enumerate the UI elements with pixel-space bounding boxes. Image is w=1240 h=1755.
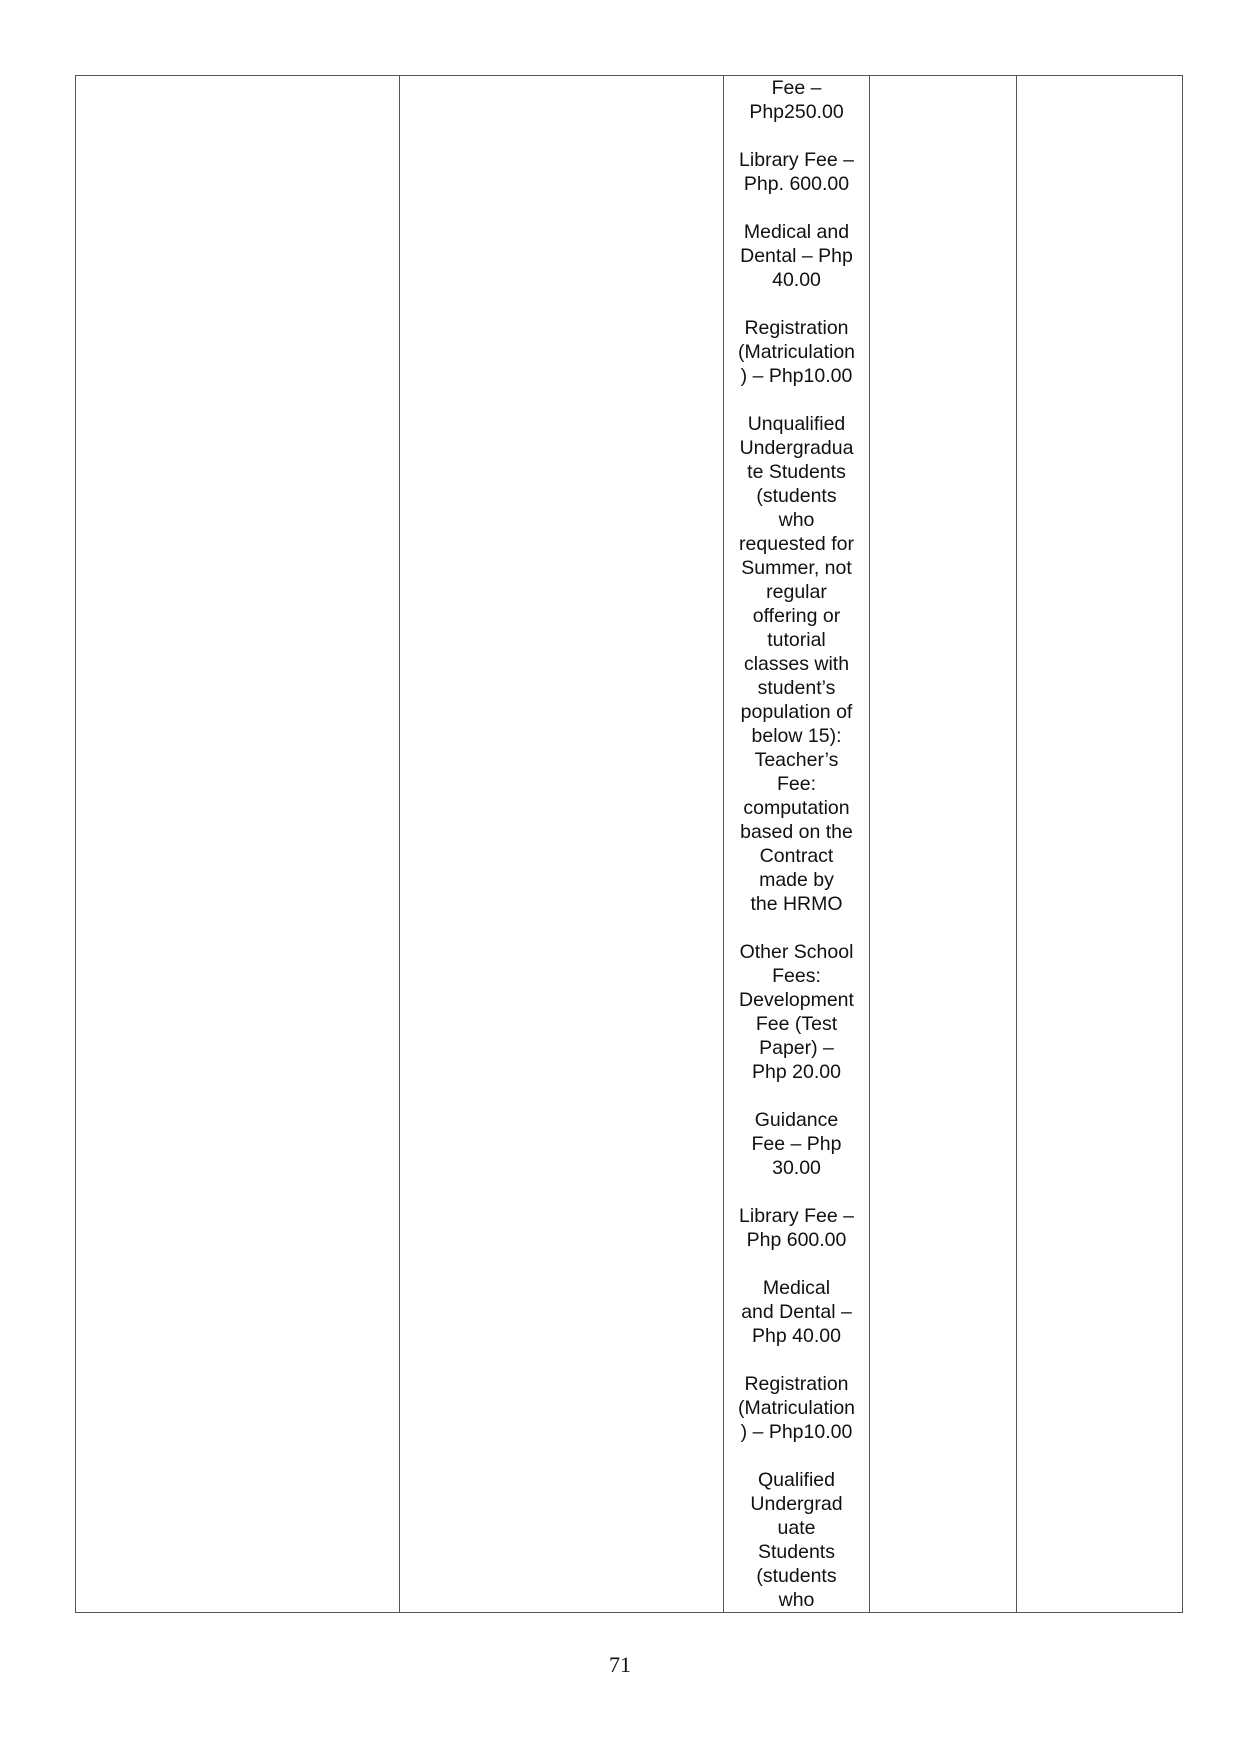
paragraph-gap: [726, 1084, 867, 1108]
fee-line: (students: [756, 1565, 837, 1587]
table-cell-empty-2: [400, 76, 724, 1613]
paragraph-gap: [726, 124, 867, 148]
table-cell-empty-5: [1017, 76, 1183, 1613]
fee-line: Students: [758, 1541, 835, 1563]
fee-line: Library Fee –: [739, 1205, 854, 1227]
fee-line: who: [778, 509, 815, 531]
fee-line: Medical and: [743, 221, 850, 243]
fee-line: Library Fee –: [739, 149, 854, 171]
fee-line: classes with: [743, 653, 850, 675]
fee-line: (Matriculation: [737, 1397, 856, 1419]
table-cell-empty-1: [76, 76, 400, 1613]
paragraph-gap: [726, 1444, 867, 1468]
fees-cell: [724, 76, 870, 1613]
fee-line: Fee:: [776, 773, 817, 795]
fee-line: Summer, not: [741, 557, 852, 579]
fee-line: Registration: [744, 1373, 849, 1395]
fee-line: 40.00: [772, 269, 821, 291]
fee-line: ) – Php10.00: [740, 1421, 853, 1443]
fee-line: student’s: [757, 677, 836, 699]
fee-line: Development: [739, 989, 854, 1011]
fee-line: Fees:: [772, 965, 821, 987]
paragraph-gap: [726, 1348, 867, 1372]
fee-schedule-table: [75, 75, 1183, 1613]
fee-line: computation: [743, 797, 850, 819]
fee-line: regular: [766, 581, 827, 603]
fee-line: Qualified: [758, 1469, 835, 1491]
fee-line: Fee –: [771, 77, 822, 99]
fee-line: Paper) –: [759, 1037, 834, 1059]
table-row: [76, 76, 1183, 1613]
fee-line: Dental – Php: [740, 245, 853, 267]
fee-line: te Students: [747, 461, 846, 483]
fee-line: Php250.00: [749, 101, 844, 123]
fee-line: ) – Php10.00: [740, 365, 853, 387]
fee-line: below 15):: [751, 725, 842, 747]
fee-line: who: [778, 1589, 815, 1611]
fee-line: Other School: [739, 941, 854, 963]
fee-line: uate: [777, 1517, 816, 1539]
fee-line: population of: [740, 701, 853, 723]
paragraph-gap: [726, 292, 867, 316]
fee-line: Fee – Php: [751, 1133, 842, 1155]
fee-line: based on the: [740, 821, 853, 843]
paragraph-gap: [726, 196, 867, 220]
fee-line: Undergrad: [750, 1493, 843, 1515]
fee-line: Php 40.00: [752, 1325, 841, 1347]
paragraph-gap: [726, 388, 867, 412]
fee-line: Undergradua: [739, 437, 854, 459]
fee-line: Php 20.00: [752, 1061, 841, 1083]
fee-line: (students: [756, 485, 837, 507]
paragraph-gap: [726, 1180, 867, 1204]
fee-line: offering or: [752, 605, 841, 627]
fee-line: tutorial: [767, 629, 826, 651]
fee-line: made by: [759, 869, 834, 891]
fees-text: [724, 76, 869, 1612]
fee-line: Php 600.00: [746, 1229, 847, 1251]
fee-line: Fee (Test: [755, 1013, 838, 1035]
table-cell-empty-4: [870, 76, 1017, 1613]
fee-line: Contract: [759, 845, 834, 867]
paragraph-gap: [726, 1252, 867, 1276]
fee-line: Php. 600.00: [743, 173, 850, 195]
fee-line: Unqualified: [747, 413, 846, 435]
paragraph-gap: [726, 916, 867, 940]
fee-line: Registration: [744, 317, 849, 339]
fee-line: and Dental –: [741, 1301, 852, 1323]
fee-line: Teacher’s: [754, 749, 839, 771]
fee-line: 30.00: [772, 1157, 821, 1179]
fee-line: (Matriculation: [737, 341, 856, 363]
fee-line: Medical: [762, 1277, 831, 1299]
page-number: 71: [609, 1652, 631, 1677]
fee-line: Guidance: [754, 1109, 839, 1131]
fee-line: the HRMO: [750, 893, 843, 915]
fee-line: requested for: [739, 533, 854, 555]
